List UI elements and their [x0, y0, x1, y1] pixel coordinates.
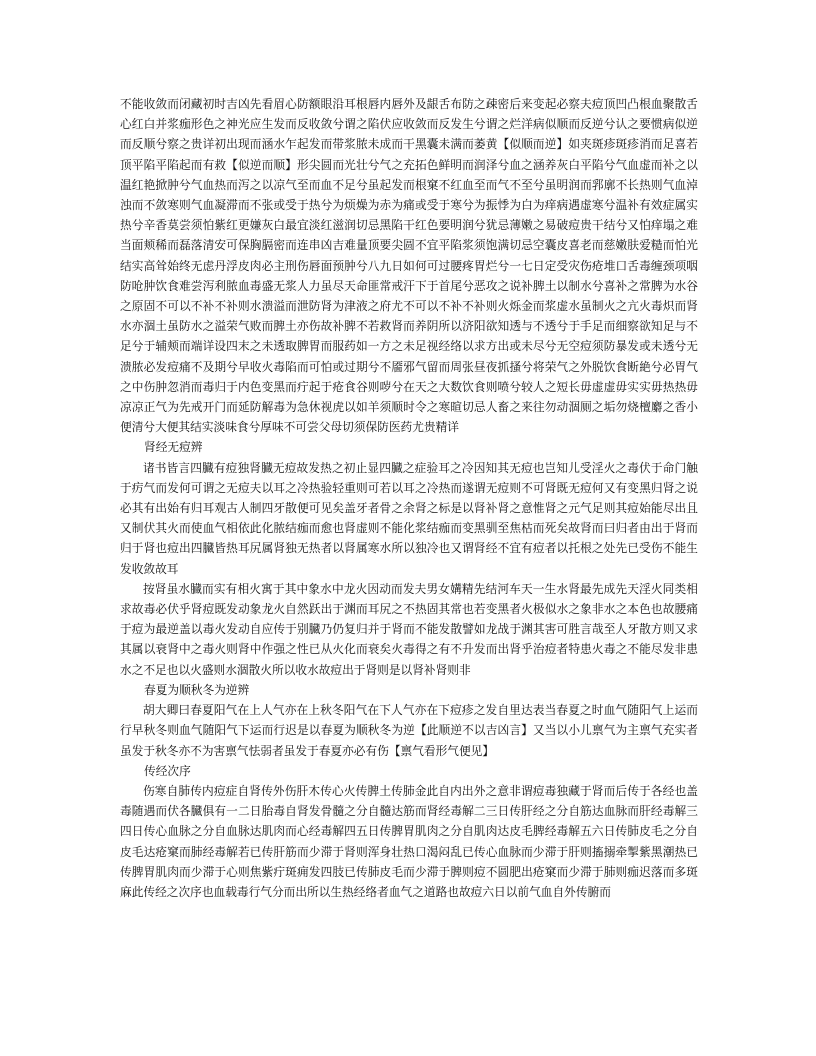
body-paragraph-4: 胡大卿曰春夏阳气在上人气亦在上秋冬阳气在下人气亦在下痘疹之发自里达表当春夏之时血气随阳气上运而行早秋冬则血气随阳气下运而行迟是以春夏为顺秋冬为逆【此顺逆不以吉凶言】又当以小儿禀气为主禀气充实者虽发于秋冬亦不为害禀气怯弱者虽发于春夏亦必有伤【禀气看形气便见】	[120, 703, 698, 758]
section-heading-kidney: 肾经无痘辨	[144, 440, 203, 455]
document-page	[120, 94, 698, 902]
section-heading-meridian-order: 传经次序	[144, 763, 191, 778]
section-heading-seasons: 春夏为顺秋冬为逆辨	[144, 682, 250, 697]
body-paragraph-2: 诸书皆言四臓有痘独肾臓无痘故发热之初止显四臓之症验耳之冷因知其无痘也岂知儿受淫火之毒伏于命门触于疠气而发何可谓之无痘夫以耳之冷热验轻重则可若以耳之冷热而遂谓无痘则不可肾既无痘何又有变黑归肾之说必其有出始有归耳观古人制四牙散便可见矣盖牙者骨之余肾之标是以肾补肾之意惟肾之元气足则其痘始能尽出且又制伏其火而使血气相依此化脓结痂而愈也肾虚则不能化浆结痂而变黑驯至焦枯而死矣故肾而曰归者由出于肾而归于肾也痘出四臓皆热耳尻属肾独无热者以肾属寒水所以独冷也又谓肾经不宜有痘者以托根之处先已受伤不能生发收敛故耳	[120, 460, 698, 576]
body-paragraph-1: 不能收敛而闭藏初时吉凶先看眉心防额眼沿耳根唇内唇外及龈舌布防之疎密后来变起必察夫痘顶凹凸根血聚散舌心红白并浆痂形色之神光应生发而反收敛兮谓之陷伏应收敛而反发生兮谓之烂洋病似顺而反逆兮认之要惯病似逆而反顺兮察之贵详初出现而涵水乍起发而带浆脓未成而干黑囊未满而萎黄【似顺而逆】如夹斑疹斑疹消而足喜若顶平陷平陷起而有救【似逆而顺】形尖圆而光壮兮气之充拓色鲜明而润泽兮血之涵养灰白平陷兮气血虚而补之以温红艳掀肿兮气血热而泻之以凉气至而血不足兮虽起发而根窠不红血至而气不至兮虽明润而郛廓不长热则气血淖浊而不敛寒则气血凝滞而不张或受于热兮为烦燥为赤为痛或受于寒兮为振悸为白为痒病遇虚寒兮温补有效症属实热兮辛香莫尝须怕紫红更嫌灰白最宜淡红滋润切忌黑陷干红色要明润兮犹忌薄嫩之易破痘贵干结兮又怕痒塌之难当面颊稀而磊落清安可保胸膈密而连串凶吉难量顶要尖圆不宜平陷浆须饱满切忌空囊皮喜老而慈嫩肤爱糙而怕光结实高耸始终无虑丹浮皮肉必主刑伤唇面预肿兮八九日如何可过腰疼胃烂兮一七日定受灾伤疮堆口舌毒缠颈项咽防呛肿饮食难尝泻利脓血毒盛无浆人力虽尽天命匪常戒汗下于首尾兮恶攻之说补脾土以制水兮喜补之常脾为水谷之原固不可以不补不补则水溃溢而泄防肾为津液之府尤不可以不补不补则火烁金而浆虚水虽制火之亢火毒炽而肾水亦涸土虽防水之溢荣气败而脾土亦伤故补脾不若救肾而养阴所以济阳欲知透与不透兮于手足而细察欲知足与不足兮于辅颊而端详设四末之未透取脾胃而服药如一方之未足视经络以求方出或未尽兮无空痘须防暴发或未透兮无溃脓必发痘痛不及期兮早收火毒陷而可怕或过期兮不靥邪气留而周张昼夜抓搔兮将荣气之外脱饮食断絶兮必胃气之中伤肿忽消而毒归于内色变黑而疔起于疮食谷则哕兮在天之大数饮食则喷兮较人之短长毋虚虚毋实实毋热热毋凉凉正气为先戒开门而延防解毒为急休视虎以如羊须顺时令之寒暄切忌人畜之来往勿动涸厕之垢勿烧檀麝之香小便清兮大便其结实淡味食兮厚味不可尝父母切须保防医药尤贵精详	[120, 97, 698, 435]
body-paragraph-5: 伤寒自肺传内痘症自肾传外伤肝木传心火传脾土传肺金此自内出外之意非谓痘毒独藏于肾而后传于各经也盖毒随遇而伏各臓俱有一二日胎毒自肾发骨髓之分自髓达筋而肾经毒解二三日传肝经之分自筋达血脉而肝经毒解三四日传心血脉之分自血脉达肌肉而心经毒解四五日传脾胃肌肉之分自肌肉达皮毛脾经毒解五六日传肺皮毛之分自皮毛达疮窠而肺经毒解若已传肝筋而少滞于肾则浑身壮热口渴闷乱已传心血脉而少滞于肝则搐搦牵掣紫黑潮热已传脾胃肌肉而少滞于心则焦紫疔斑痈发四肢已传肺皮毛而少滞于脾则痘不圆肥出疮窠而少滞于肺则痂迟落而多斑麻此传经之次序也血载毒行气分而出所以生热经络者血气之道路也故痘六日以前气血自外传腑而	[120, 783, 698, 899]
body-paragraph-3: 按肾虽水臓而实有相火寓于其中象水中龙火因动而发夫男女媾精先结河车天一生水肾最先成先天淫火同类相求故毒必伏乎肾痘既发动象龙火自然跃出于渊而耳尻之不热固其常也若变黑者火极似水之象非水之本色也故腰痛于痘为最逆盖以毒火发动自应传于别臓乃仍复归并于肾而不能发散譬如龙战于渊其害可胜言哉至人牙散方则又求其属以衰肾中之毒火则肾中作强之性已从火化而衰矣火毒得之有不升发而出肾乎治痘者特患火毒之不能尽发非患水之不足也以火盛则水涸散火所以收水故痘出于肾则是以肾补肾则非	[120, 581, 698, 677]
